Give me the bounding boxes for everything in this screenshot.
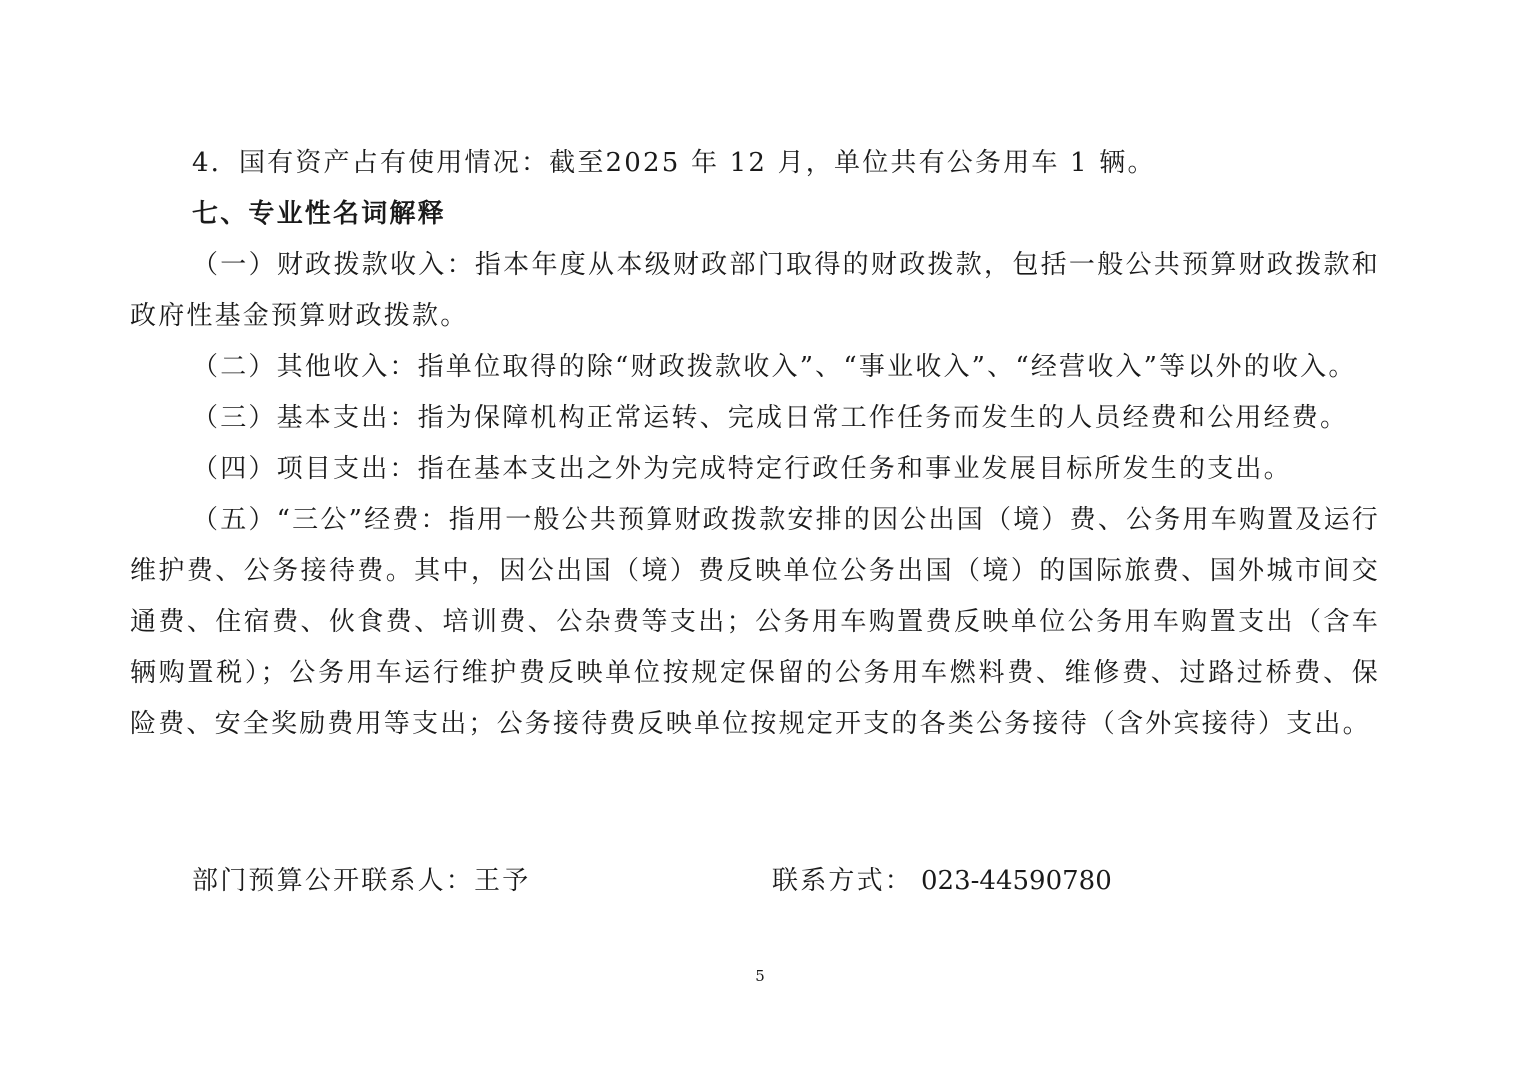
contact-method-label: 联系方式： xyxy=(772,866,914,896)
paragraph-three-public-expenses: （五）“三公”经费：指用一般公共预算财政拨款安排的因公出国（境）费、公务用车购置及运行维护费、公务接待费。其中，因公出国（境）费反映单位公务出国（境）的国际旅费、国外城市间交通费、住宿费、伙食费、培训费、公杂费等支出；公务用车购置费反映单位公务用车购置支出（含车辆购置税）；公务用车运行维护费反映单位按规定保留的公务用车燃料费、维修费、过路过桥费、保险费、安全奖励费用等支出；公务接待费反映单位按规定开支的各类公务接待（含外宾接待）支出。 xyxy=(130,505,1380,739)
section-heading-terms: 七、专业性名词解释 xyxy=(192,199,446,229)
paragraph-fiscal-appropriation: （一）财政拨款收入：指本年度从本级财政部门取得的财政拨款，包括一般公共预算财政拨款和政府性基金预算财政拨款。 xyxy=(130,250,1380,331)
paragraph-other-income: （二）其他收入：指单位取得的除“财政拨款收入”、“事业收入”、“经营收入”等以外的收入。 xyxy=(192,352,1357,382)
paragraph-basic-expenditure: （三）基本支出：指为保障机构正常运转、完成日常工作任务而发生的人员经费和公用经费。 xyxy=(192,403,1349,433)
paragraph-project-expenditure: （四）项目支出：指在基本支出之外为完成特定行政任务和事业发展目标所发生的支出。 xyxy=(192,454,1292,484)
paragraph-asset-usage: 4．国有资产占有使用情况：截至2025 年 12 月，单位共有公务用车 1 辆。 xyxy=(192,148,1156,178)
page-number: 5 xyxy=(755,967,765,985)
contact-info xyxy=(192,858,1292,904)
contact-method xyxy=(772,858,1112,904)
contact-phone: 023-44590780 xyxy=(921,866,1112,896)
document-body xyxy=(130,138,1380,750)
contact-person: 部门预算公开联系人：王予 xyxy=(192,866,531,896)
